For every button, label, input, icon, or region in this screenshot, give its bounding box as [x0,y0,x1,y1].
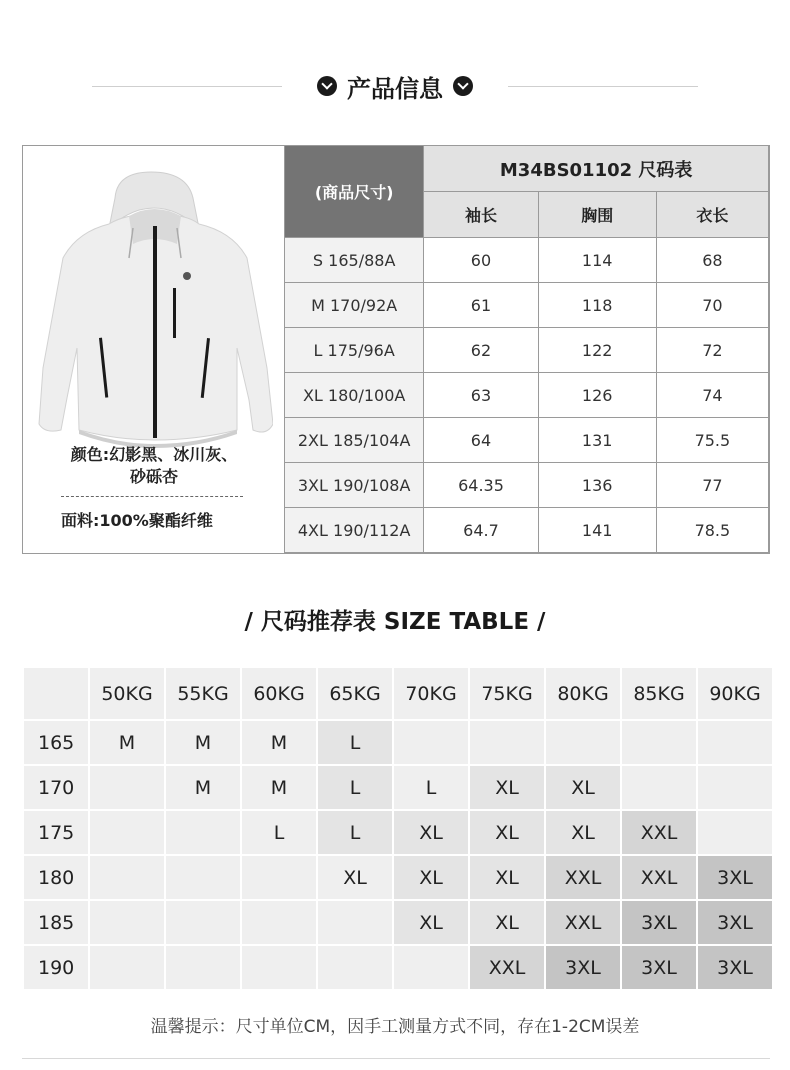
height-row [24,721,772,764]
measurement-cell: 64.7 [424,508,538,553]
size-chart-corner: (商品尺寸) [285,146,424,238]
recommended-size-cell [242,901,316,944]
weight-header: 85KG [622,668,696,719]
recommended-size-cell: L [242,811,316,854]
measurement-note: 温馨提示：尺寸单位CM，因手工测量方式不同，存在1-2CM误差 [150,1017,640,1037]
recommended-size-cell: XXL [470,946,544,989]
recommended-size-cell [622,721,696,764]
recommended-size-cell [242,946,316,989]
size-row [285,283,769,328]
recommended-size-cell: XL [318,856,392,899]
weight-header: 80KG [546,668,620,719]
measurement-cell: 77 [656,463,768,508]
weight-header: 90KG [698,668,772,719]
weight-header: 65KG [318,668,392,719]
height-label: 175 [24,811,88,854]
table-corner [24,668,88,719]
recommended-size-cell [318,901,392,944]
measurement-cell: 64.35 [424,463,538,508]
size-table-title: / 尺码推荐表 SIZE TABLE / [244,608,546,635]
recommended-size-cell: M [242,721,316,764]
height-label: 165 [24,721,88,764]
size-row [285,463,769,508]
recommended-size-cell: XL [394,856,468,899]
color-info [23,444,285,488]
height-label: 185 [24,901,88,944]
measurement-cell: 126 [538,373,656,418]
recommended-size-cell [394,721,468,764]
measurement-cell: 114 [538,238,656,283]
height-label: 180 [24,856,88,899]
size-label: S 165/88A [285,238,424,283]
recommended-size-cell: M [166,721,240,764]
size-row [285,508,769,553]
weight-header-row [24,668,772,719]
size-row [285,328,769,373]
size-label: XL 180/100A [285,373,424,418]
recommended-size-cell: XL [470,856,544,899]
measurement-cell: 74 [656,373,768,418]
recommended-size-cell: XL [546,766,620,809]
chevron-down-icon [453,76,473,96]
recommended-size-cell: L [318,811,392,854]
column-chest: 胸围 [538,192,656,238]
column-length: 衣长 [656,192,768,238]
recommended-size-cell: L [394,766,468,809]
height-row [24,901,772,944]
weight-header: 75KG [470,668,544,719]
measurement-cell: 136 [538,463,656,508]
recommended-size-cell: 3XL [698,901,772,944]
measurement-cell: 118 [538,283,656,328]
size-label: 2XL 185/104A [285,418,424,463]
height-label: 170 [24,766,88,809]
recommended-size-cell: L [318,766,392,809]
weight-header: 70KG [394,668,468,719]
weight-header: 60KG [242,668,316,719]
recommended-size-cell: 3XL [698,946,772,989]
size-row [285,238,769,283]
measurement-cell: 68 [656,238,768,283]
recommended-size-cell: 3XL [546,946,620,989]
recommended-size-cell: XL [394,811,468,854]
height-row [24,766,772,809]
bottom-divider [22,1058,770,1059]
measurement-cell: 75.5 [656,418,768,463]
size-label: M 170/92A [285,283,424,328]
recommended-size-cell: M [166,766,240,809]
recommended-size-cell: XL [394,901,468,944]
recommended-size-cell: XL [470,766,544,809]
measurement-cell: 78.5 [656,508,768,553]
recommended-size-cell: XXL [622,856,696,899]
column-sleeve: 袖长 [424,192,538,238]
size-row [285,418,769,463]
measurement-cell: 122 [538,328,656,373]
measurement-cell: 70 [656,283,768,328]
fabric-info: 面料:100%聚酯纤维 [61,511,213,530]
recommended-size-cell: 3XL [622,946,696,989]
recommended-size-cell [242,856,316,899]
product-info-title: 产品信息 [347,74,443,103]
measurement-cell: 62 [424,328,538,373]
recommended-size-cell [698,766,772,809]
chevron-down-icon [317,76,337,96]
color-line-2: 砂砾杏 [129,467,178,486]
measurement-cell: 72 [656,328,768,373]
recommended-size-cell [394,946,468,989]
size-row [285,373,769,418]
recommended-size-cell: 3XL [622,901,696,944]
size-chart-table [284,145,769,553]
recommended-size-cell [698,721,772,764]
measurement-cell: 141 [538,508,656,553]
recommended-size-cell: L [318,721,392,764]
product-info-title-wrap [317,69,473,104]
measurement-cell: 131 [538,418,656,463]
header-divider-right [508,86,698,87]
weight-header: 55KG [166,668,240,719]
recommended-size-cell [318,946,392,989]
recommended-size-cell [698,811,772,854]
recommended-size-cell [166,811,240,854]
product-image-pane [23,146,285,553]
dashed-divider [61,496,243,497]
header-divider-left [92,86,282,87]
size-label: 3XL 190/108A [285,463,424,508]
size-chart-title: M34BS01102 尺码表 [424,146,769,192]
recommended-size-cell: XL [470,811,544,854]
recommended-size-cell [90,856,164,899]
recommended-size-cell [90,946,164,989]
height-row [24,856,772,899]
measurement-cell: 64 [424,418,538,463]
recommended-size-cell: M [90,721,164,764]
recommended-size-cell [546,721,620,764]
height-row [24,811,772,854]
recommended-size-cell: 3XL [698,856,772,899]
recommended-size-cell [166,901,240,944]
recommended-size-cell: XXL [622,811,696,854]
size-label: L 175/96A [285,328,424,373]
height-row [24,946,772,989]
recommended-size-cell: XL [470,901,544,944]
measurement-cell: 63 [424,373,538,418]
recommended-size-cell [166,856,240,899]
recommended-size-cell [90,766,164,809]
recommended-size-cell [166,946,240,989]
size-label: 4XL 190/112A [285,508,424,553]
measurement-cell: 61 [424,283,538,328]
height-label: 190 [24,946,88,989]
recommended-size-cell: XXL [546,901,620,944]
recommended-size-cell [90,901,164,944]
product-info-box [22,145,770,554]
recommended-size-cell: XXL [546,856,620,899]
recommended-size-cell [470,721,544,764]
recommended-size-cell [90,811,164,854]
recommended-size-cell: M [242,766,316,809]
product-info-header [0,66,790,106]
color-line-1: 颜色:幻影黑、冰川灰、 [70,445,238,464]
recommended-size-cell [622,766,696,809]
recommended-size-cell: XL [546,811,620,854]
weight-header: 50KG [90,668,164,719]
size-recommendation-table [22,666,774,991]
measurement-cell: 60 [424,238,538,283]
